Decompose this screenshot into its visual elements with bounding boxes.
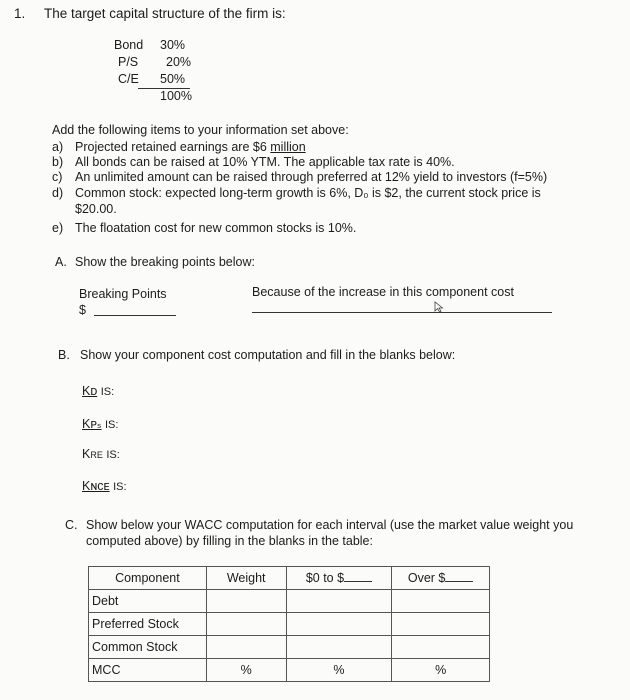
common-range2-cell[interactable] (392, 636, 490, 659)
mcc-range2-pct[interactable]: % (392, 659, 490, 682)
ce-label: C/E (118, 72, 139, 86)
header-component: Component (89, 567, 207, 590)
item-d-cont: $20.00. (75, 202, 117, 216)
row-label-debt: Debt (89, 590, 207, 613)
ps-label: P/S (118, 55, 139, 69)
kps-row (82, 416, 118, 431)
preferred-range2-cell[interactable] (392, 613, 490, 636)
wacc-table (88, 566, 490, 682)
mcc-range1-pct[interactable]: % (286, 659, 392, 682)
breaking-points-label: Breaking Points (79, 287, 167, 301)
item-a-text: Projected retained earnings are $6 million (75, 140, 306, 154)
ce-value: 50% (160, 72, 186, 86)
common-weight-cell[interactable] (206, 636, 286, 659)
knce-row (82, 479, 127, 493)
header-range-1[interactable]: $0 to $ (286, 567, 392, 590)
total-value: 100% (160, 89, 192, 103)
kd-symbol: Kᴅ (82, 384, 98, 398)
kre-row (82, 447, 120, 461)
kd-is: IS: (100, 386, 115, 398)
knce-symbol: Kɴᴄᴇ (82, 479, 110, 493)
item-a-marker: a) (52, 140, 64, 154)
pointer-cursor-icon (433, 301, 445, 313)
kps-symbol: Kᴘₛ (82, 417, 102, 431)
debt-range2-cell[interactable] (392, 590, 490, 613)
info-intro: Add the following items to your information set above: (52, 123, 349, 137)
knce-is: IS: (113, 481, 127, 493)
header-range-2[interactable]: Over $ (392, 567, 490, 590)
item-b-text: All bonds can be raised at 10% YTM. The applicable tax rate is 40%. (75, 155, 455, 169)
part-c-text-1: Show below your WACC computation for each interval (use the market value weight you (86, 518, 574, 532)
part-b-marker: B. (58, 348, 70, 362)
bond-label: Bond (114, 38, 144, 52)
item-e-text: The floatation cost for new common stocks is 10%. (75, 221, 357, 235)
row-label-preferred: Preferred Stock (89, 613, 207, 636)
table-row (89, 636, 490, 659)
debt-range1-cell[interactable] (286, 590, 392, 613)
question-title: The target capital structure of the firm is: (44, 6, 286, 21)
row-label-common: Common Stock (89, 636, 207, 659)
kd-row (82, 384, 114, 398)
item-c-text: An unlimited amount can be raised through preferred at 12% yield to investors (f=5%) (75, 170, 548, 184)
ps-value: 20% (166, 55, 192, 69)
item-e-marker: e) (52, 221, 64, 235)
question-number: 1. (14, 6, 26, 21)
kps-is: IS: (105, 419, 119, 431)
part-a-text: Show the breaking points below: (75, 255, 255, 269)
table-row (89, 590, 490, 613)
preferred-weight-cell[interactable] (206, 613, 286, 636)
item-b-marker: b) (52, 155, 64, 169)
header-weight: Weight (206, 567, 286, 590)
million-link[interactable]: million (270, 140, 306, 154)
debt-weight-cell[interactable] (206, 590, 286, 613)
part-b-text: Show your component cost computation and fill in the blanks below: (80, 348, 456, 362)
dollar-sign: $ (79, 303, 86, 317)
item-c-marker: c) (52, 170, 63, 184)
part-c-marker: C. (65, 518, 78, 532)
component-blank[interactable] (252, 312, 552, 313)
part-a-marker: A. (55, 255, 67, 269)
part-c-text-2: computed above) by filling in the blanks in the table: (86, 534, 373, 548)
table-row (89, 659, 490, 682)
item-d-marker: d) (52, 186, 64, 200)
common-range1-cell[interactable] (286, 636, 392, 659)
mcc-weight-pct[interactable]: % (206, 659, 286, 682)
preferred-range1-cell[interactable] (286, 613, 392, 636)
kre-is: IS: (106, 449, 120, 461)
table-header-row (89, 567, 490, 590)
kre-symbol: Kre (82, 447, 103, 461)
row-label-mcc: MCC (89, 659, 207, 682)
item-d-text: Common stock: expected long-term growth is 6%, D₀ is $2, the current stock price is (75, 186, 541, 200)
bond-value: 30% (160, 38, 186, 52)
because-text: Because of the increase in this component cost (252, 285, 514, 299)
breaking-point-blank[interactable] (94, 315, 176, 316)
table-row (89, 613, 490, 636)
